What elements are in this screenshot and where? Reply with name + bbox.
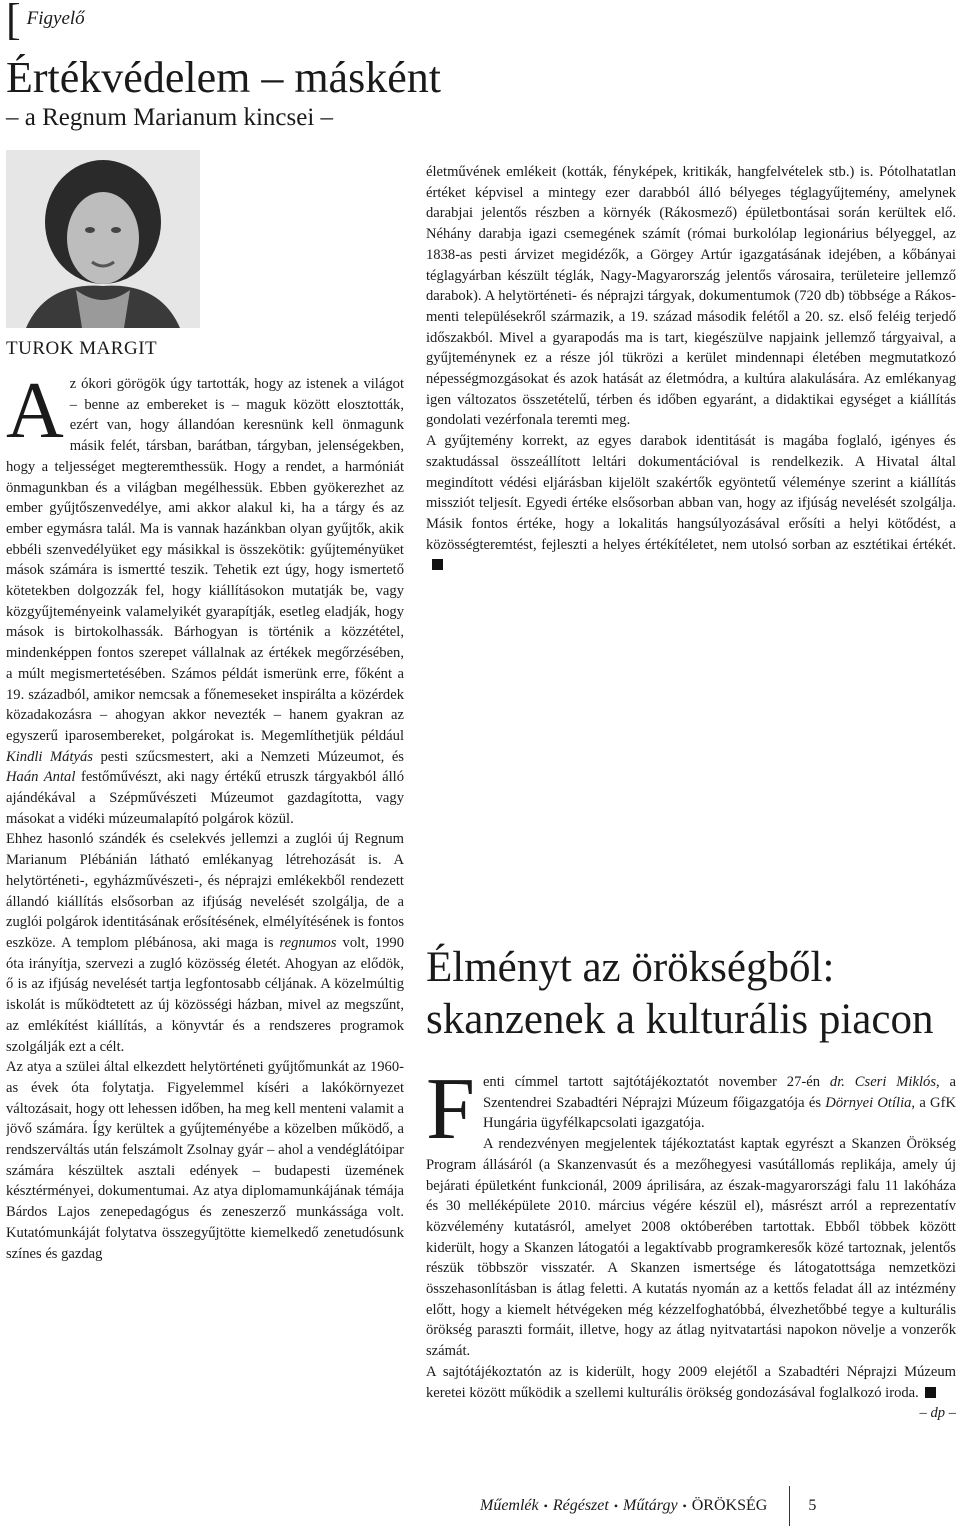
person-name: Kindli Mátyás [6,748,93,765]
author-name: TUROK MARGIT [6,338,158,359]
section-label: Figyelő [26,8,85,29]
page-number: 5 [808,1497,817,1514]
article-paragraph: Az ókori görögök úgy tartották, hogy az istenek a világot – benne az embereket is – maguk között elosztották, ezért van, hogy állandóan keresnünk kell önmagunk másik felét, társban, barátban, tárgyban, jelenségekben, hogy a teljességet megteremthessük. Hogy a rendet, a harmóniát önmagunkban és a világban megélhessük. Ebben gyökerezhet az ember gyűjtőszenvedélye, ami akkor alakul ki, ha a tárgy és az ember egymásra talál. Ma is vannak hazánkban olyan gyűjtők, akik ebbéli szenvedélyüket egy másikkal is összekötik: gyűjteményüket mások számára is ismertté teszik. Tehetik ezt úgy, hogy ismertető kötetekben dolgozzák fel, hogy kiállításokon mutatják be, vagy közgyűjteményeink valamelyikét gyarapítják, esetleg eladják, hogy mások is birtokolhassák. Bárhogyan is történik a közzététel, mindenképpen fontos szerepet vállalnak az értékek megőrzésében, a múlt megismertetésében. Számos példát ismerünk erre, főként a 19. századból, amikor nemcsak a főnemeseket inspirálta a közérdek közadakozásra – ahogyan akkor nevezték – hanem gyakran az egyszerű iparosembereket, polgárokat is. Megemlíthetjük például Kindli Mátyás pesti szűcsmestert, aki a Nemzeti Múzeumot, és Haán Antal festőművészt, aki nagy értékű etruszk tárgyakból álló ajándékával a Szépművészeti Múzeumot gazdagította, vagy másokat a vidéki múzeumalapító polgárok közül. [6,374,404,827]
article-paragraph: Ehhez hasonló szándék és cselekvés jellemzi a zuglói új Regnum Marianum Plébánián látható emlékanyag létrehozását is. A helytörténeti-, egyházművészeti-, és néprajzi emlékekből rendezett állandó kiállítás elsősorban az ifjúság nevelését szolgálja, de a zuglói polgárok identitásának erősítésének, elmélyítésének is fontos eszköze. A templom plébánosa, aki maga is regnumos volt, 1990 óta irányítja, szervezi a zugló közösség életét. Ahogyan az elődök, ő is az ifjúság nevelését tartja legfontosabb céljának. A közelmúltig iskolát is működtetett az új közösségi házban, mivel az megszűnt, az emlékítést kiállítás, a könyvtár és a rendszeres programok szolgálják ezt a célt. [6,831,404,1055]
person-name: Haán Antal [6,769,76,786]
page-footer [480,1486,940,1526]
article2-body [426,1072,956,1482]
article-paragraph: A gyűjtemény korrekt, az egyes darabok identitását is magába foglaló, igényes és szaktudással összeállított leltári dokumentációval is rendelkezik. A Hivatal által megindított védési eljárásban kijelölt szakértők egyöntetű véleménye szerint a kiállítás missziót teljesít. Egyedi értéke elsősorban abban van, hogy az ifjúság nevelését szolgálja. Másik fontos értéke, hogy a lokalitás hangsúlyozásával erősíti a helyi kötődést, a közösségteremtést, fejleszti a helyes értékítéletet, nem utolsó sorban az esztétikai értékét. [426,431,956,576]
article-subtitle: – a Regnum Marianum kincsei – [6,104,334,131]
article-column-right [426,162,956,782]
author-photo [6,150,200,328]
end-mark-icon [925,1387,936,1398]
footer-section-mutargy: Műtárgy [623,1497,678,1514]
article-paragraph: életművének emlékeit (kották, fényképek, kritikák, hangfelvételek stb.) is. Pótolhatatlan értéket képvisel a mintegy ezer darabból álló bélyeges téglagyűjtemény, amelynek darabjai jelentős részben a környék (Rákosmező) épületbontásai során kerültek elő. Néhány darabja igazi csemegének számít (római burkolólap legionárius bélyeggel, az 1838-as pesti árvizet megidézők, a Görgey Artúr igazgatásának idejében, a kőbányai téglagyárban készült téglák, Nagy-Magyarország jelentős városaira, területeire jellemző darabok). A helytörténeti- és néprajzi tárgyak, dokumentumok (720 db) többsége a Rákos-menti településekről származik, a 19. század második felétől a 20. sz. első feléig terjedő időszakból. Mivel a gyarapodás ma is tart, kiegészülve napjaink jellemző tárgyaival, a gyűjteménynek ez a része jól tükrözi a kerület mindennapi életében megmutatkozó népességmozgásokat és azok hatását az életmódra, a kultúra alakulására. Az emlékanyag igen változatos összetételű, térben és időben egyaránt, a didaktikai egységet a kiállítás gondolati vezérfonala teremti meg. [426,164,956,429]
footer-section-regeszet: Régészet [552,1497,609,1514]
drop-cap: F [426,1072,475,1158]
byline: – dp – [919,1405,956,1422]
footer-divider [789,1486,790,1526]
drop-cap: A [6,374,64,455]
article-title: Értékvédelem – másként [6,53,441,102]
person-name: Dörnyei Otília [825,1094,912,1111]
footer-bullet: • [543,1498,548,1513]
article-paragraph: A sajtótájékoztatón az is kiderült, hogy 2009 elejétől a Szabadtéri Néprajzi Múzeum keretei között működik a szellemi kulturális örökség gondozásával foglalkozó iroda. – dp – [426,1362,956,1403]
person-name: dr. Cseri Miklós [829,1074,936,1090]
section-bracket: [ [6,0,21,44]
article2-lead: Fenti címmel tartott sajtótájékoztatót november 27-én dr. Cseri Miklós, a Szentendrei Szabadtéri Néprajzi Múzeum főigazgatója és Dörnyei Otília, a GfK Hungária ügyfélkapcsolati igazgatója. [426,1072,956,1158]
footer-bullet: • [613,1498,619,1513]
article2-title: Élményt az örökségből: skanzenek a kulturális piacon [426,944,934,1043]
footer-section-orokseg: ÖRÖKSÉG [691,1497,768,1514]
article-paragraph: A rendezvényen megjelentek tájékoztatást kaptak egyrészt a Skanzen Örökség Program állásáról (a Skanzenvasút és a mezőhegyesi vasútállomás replikája, amely új bejárati épületként funkcionál, 2009 áprilisára, az észak-magyarországi falu 11 lakóháza és 30 melléképülete 2010. március végére készül el), másrészt arról a reprezentatív közvélemény kutatásról, amelyet 2008 októberében tartottak. Ebből többek között kiderült, hogy a Skanzen látogatói a legaktívabb programkeresők közé tartoznak, jelentős részük többször visszatér. A Skanzen ismertsége és látogatottsága nemzetközi összehasonlításban is átlag feletti. A kutatás nyomán az a kettős feladat áll az intézmény előtt, hogy a kiemelt hétvégeken még kézzelfoghatóbbá, élvezhetőbbé tegye a kulturális örökség paraszti formáit, illetve, hogy az átlag nyitvatartási napokon növelje a vonzerők számát. [426,1136,956,1360]
section-tag [6,0,85,44]
article-column-left [6,374,404,1484]
article-paragraph: Az atya a szülei által elkezdett helytörténeti gyűjtőmunkát az 1960-as évek óta folytatja. Figyelemmel kíséri a lakókörnyezet változásait, hogy ott lehessen időben, ha meg kell menteni valamit a jövő számára. Így kerültek a gyűjteményébe a közelben működő, a rendszerváltás után felszámolt Zsolnay gyár – ahol a vendéglátóipar számára készültek asztali edények – budapesti üzemének késztérményei, dokumentumai. Az atya diplomamunkájának témája Bárdos Lajos zenepedagógus és zeneszerző munkássága volt. Kutatómunkáját folytatva összegyűjtötte kiemelkedő zenetudósunk színes és gazdag [6,1059,404,1262]
footer-bullet: • [682,1498,687,1513]
portrait-image [6,150,200,328]
footer-section-muemlek: Műemlék [480,1497,539,1514]
end-mark-icon [432,559,443,570]
